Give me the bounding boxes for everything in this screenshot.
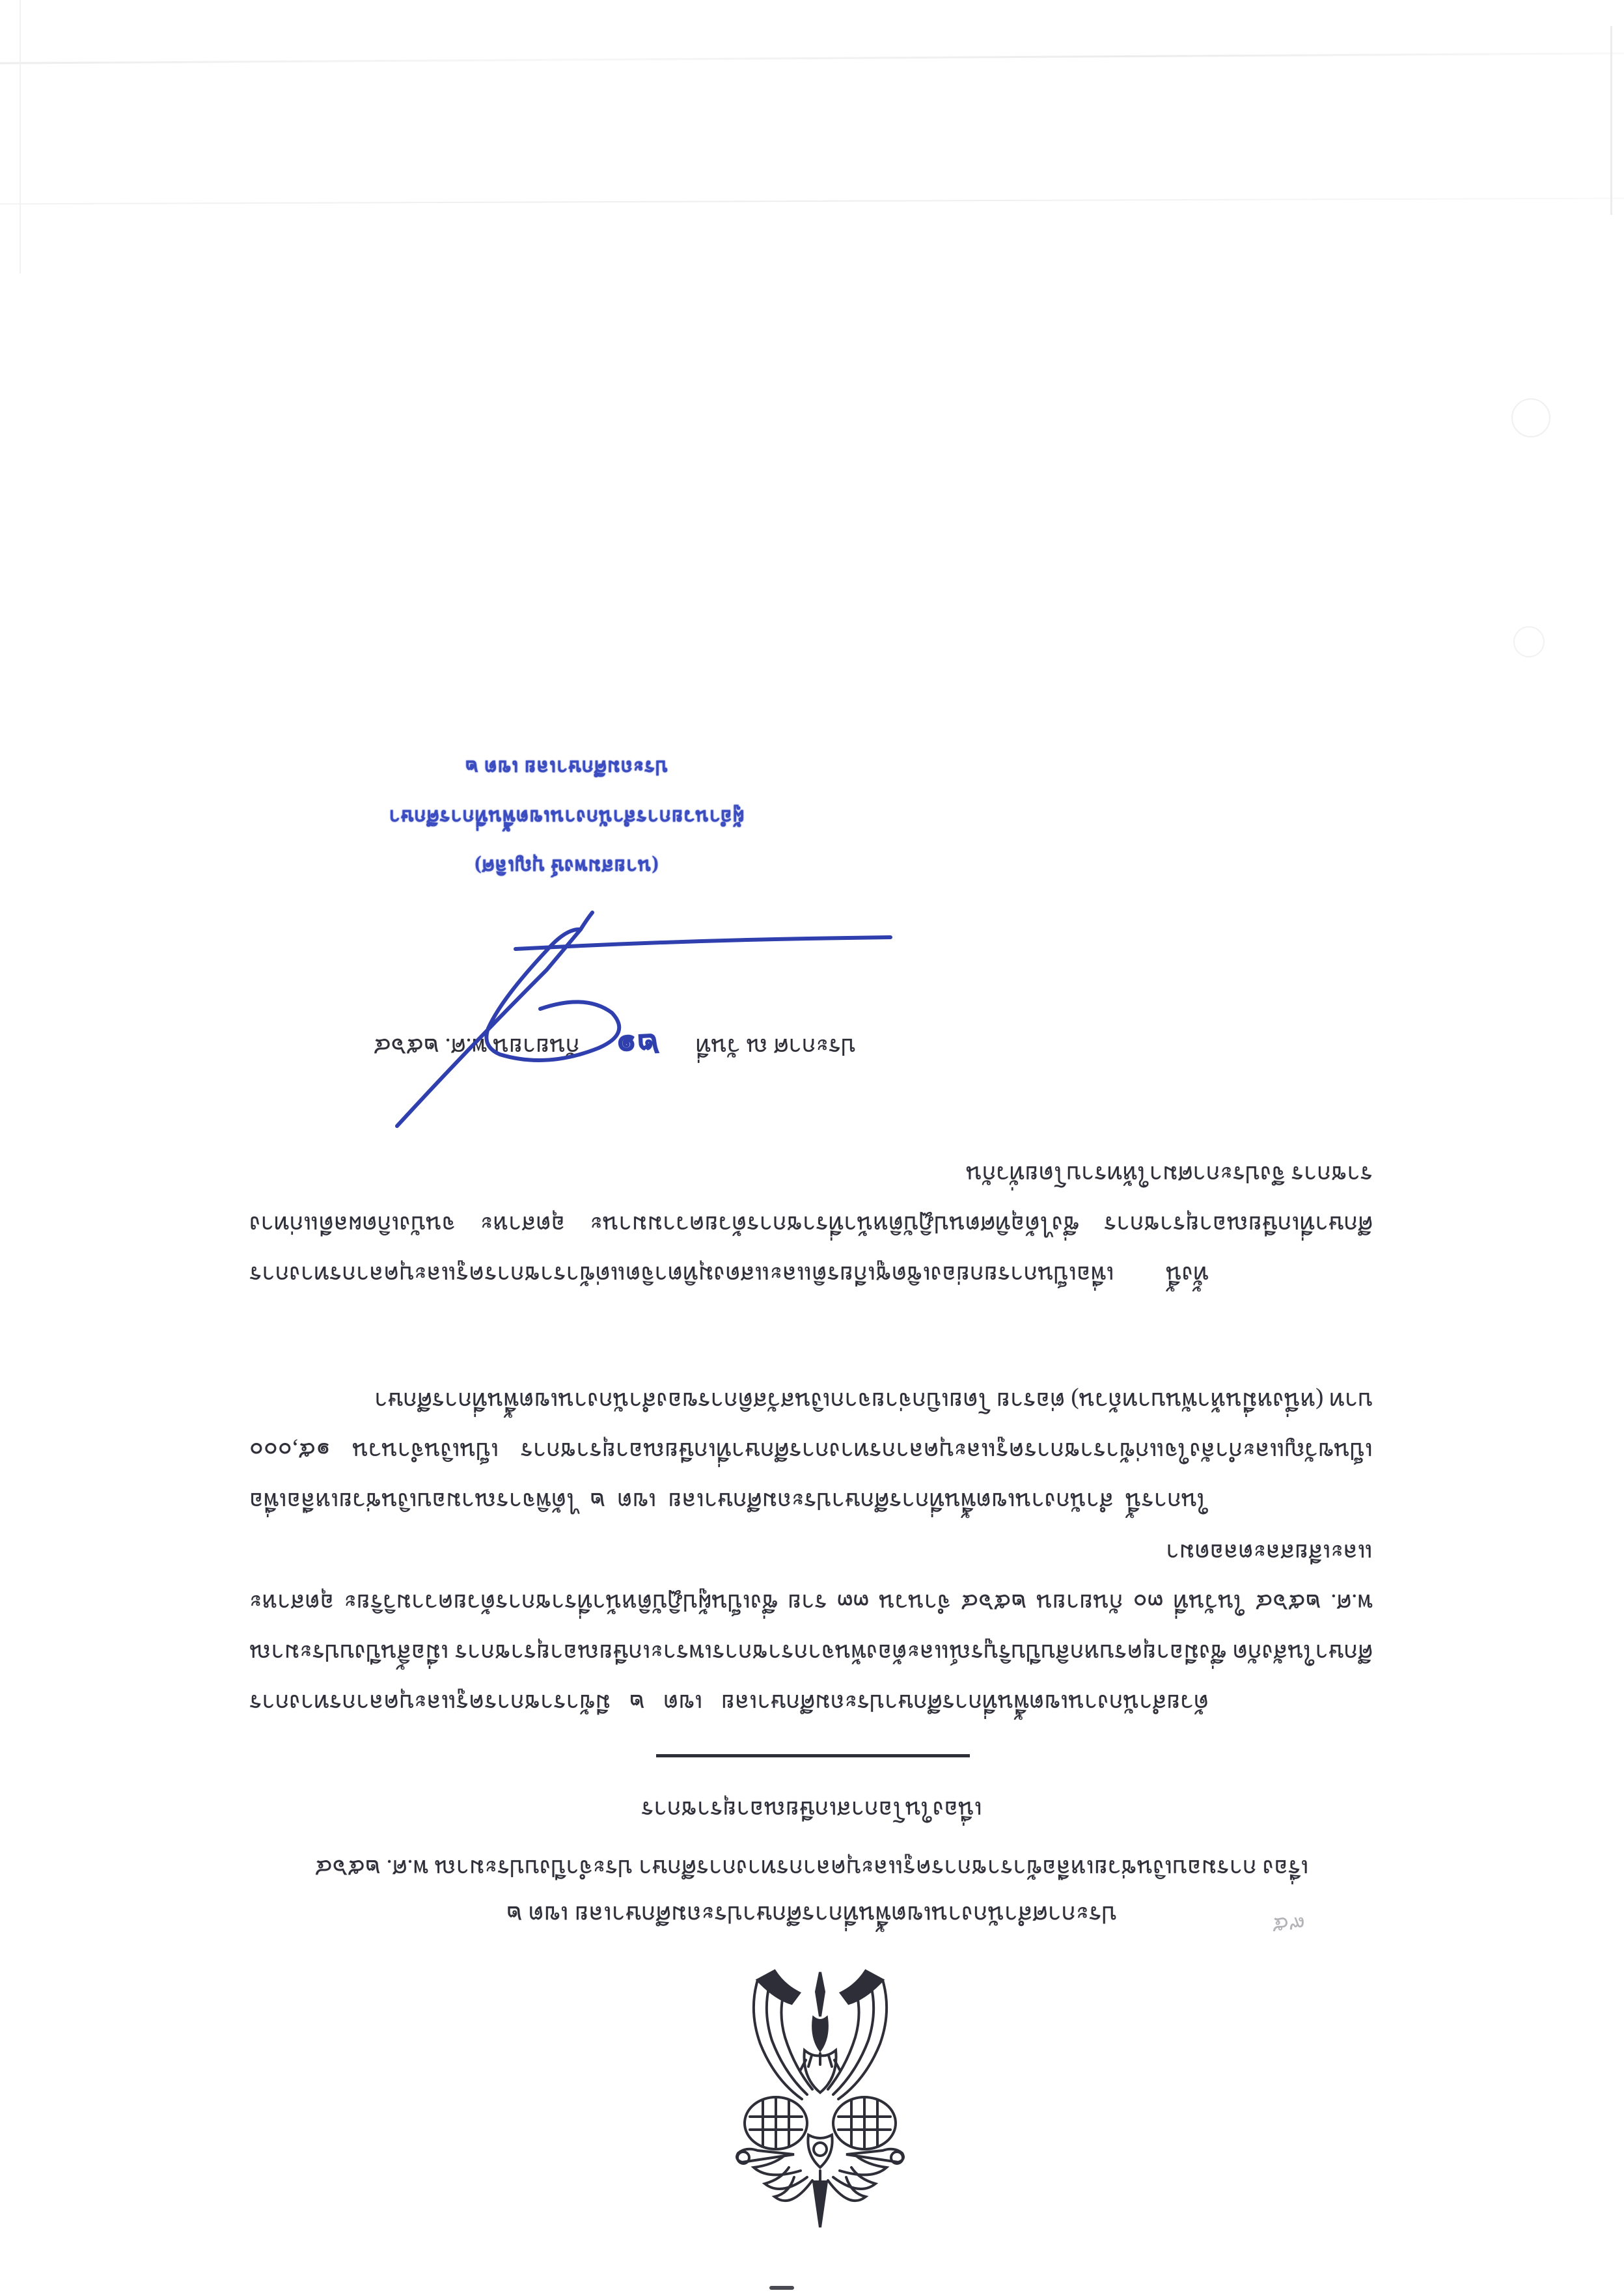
issued-prefix: ประกาศ ณ วันที่ xyxy=(695,1034,856,1060)
body-paragraph-1: ด้วยสำนักงานเขตพื้นที่การศึกษาประถมศึกษาเลย เขต ๒ มีข้าราชการครูและบุคลากรทางการศึกษาในสังกัด ซึ่งมีอายุครบหกสิบปีบริบูรณ์และต้องพ้นจากราชการเพราะเกษียณอายุราชการ เมื่อสิ้นปีงบประมาณ พ.ศ. ๒๕๖๔ ในวันที่ ๓๐ กันยายน ๒๕๖๔ จำนวน ๓๓ ราย ซึ่งเป็นผู้ปฏิบัติหน้าที่ราชการด้วยความวิริยะ อุตสาหะ และเสียสละตลอดมา xyxy=(249,1539,1373,1716)
signer-position-line-2: ประถมศึกษาเลย เขต ๒ xyxy=(464,756,668,778)
garuda-emblem-icon xyxy=(729,1959,911,2233)
handwritten-day: ๒๑ xyxy=(614,1026,661,1065)
body-paragraph-2: ในการนี้ สำนักงานเขตพื้นที่การศึกษาประถมศึกษาเลย เขต ๒ ได้พิจารณามอบเงินช่วยเหลือเพื่อเป็นขวัญและกำลังใจแก่ข้าราชการครูและบุคลากรทางการศึกษาที่เกษียณอายุราชการ เป็นเงินจำนวน ๑๕,๐๐๐ บาท (หนึ่งหมื่นห้าพันบาทถ้วน) ต่อราย โดยเบิกจ่ายจากเงินสวัสดิการของสำนักงานเขตพื้นที่การศึกษา xyxy=(249,1388,1373,1514)
subject-divider-rule xyxy=(656,1754,970,1757)
subject-line-1: เรื่อง การมอบเงินช่วยเหลือข้าราชการครูและบุคลากรทางการศึกษา ประจำปีงบประมาณ พ.ศ. ๒๕๖๔ xyxy=(314,1855,1309,1881)
issued-suffix: กันยายน พ.ศ. ๒๕๖๔ xyxy=(373,1034,580,1060)
subject-line-2: เนื่องในโอกาสเกษียณอายุราชการ xyxy=(641,1796,982,1822)
signer-position-line-1: ผู้อำนวยการสำนักงานเขตพื้นที่การศึกษา xyxy=(388,806,745,827)
issued-date-line xyxy=(140,1019,856,1077)
announcement-title: ประกาศสำนักงานเขตพื้นที่การศึกษาประถมศึกษาเลย เขต ๒ xyxy=(506,1901,1118,1927)
body-paragraph-3: ทั้งนี้ เพื่อเป็นการยกย่องเชิดชูเกียรติและแสดงมุทิตาจิตแด่ข้าราชการครูและบุคลากรทางการศึกษาที่เกษียณอายุราชการ ซึ่งได้อุทิศตนปฏิบัติหน้าที่ราชการด้วยความมานะ อุตสาหะ จนบังเกิดผลดีแก่ทางราชการ จึงประกาศมาให้ทราบโดยทั่วกัน xyxy=(249,1161,1373,1287)
pencil-note: ๙๕ xyxy=(1272,1912,1305,1936)
signer-name: (นายสมพงษ์ บุญเลิศ) xyxy=(474,855,659,877)
